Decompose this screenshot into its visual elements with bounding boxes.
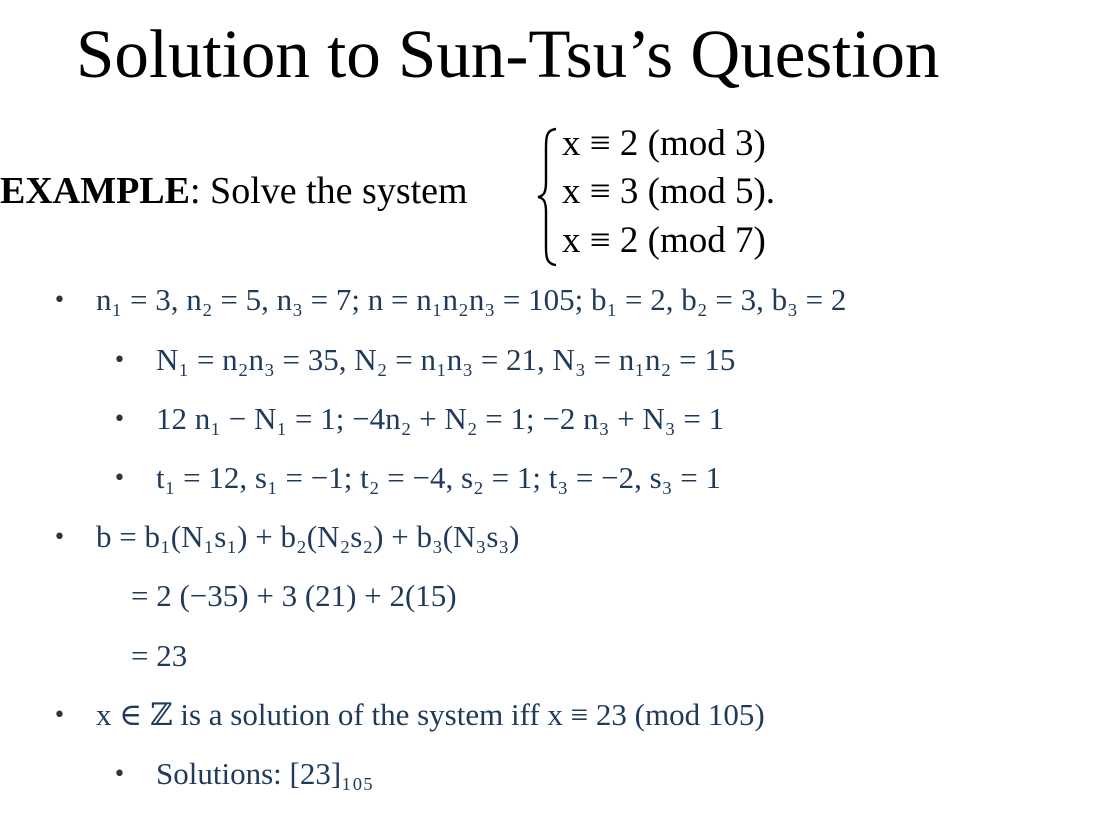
example-statement	[0, 168, 468, 214]
continuation-line-1: = 2 (−35) + 3 (21) + 2(15)	[131, 578, 457, 613]
bullet-line-2: N₁ = n₂n₃ = 35, N₂ = n₁n₃ = 21, N₃ = n₁n₂ = 15	[156, 342, 736, 377]
bullet-line-5: b = b₁(N₁s₁) + b₂(N₂s₂) + b₃(N₃s₃)	[96, 519, 520, 554]
bullet-line-4: t₁ = 12, s₁ = −1; t₂ = −4, s₂ = 1; t₃ = −2, s₃ = 1	[156, 460, 721, 495]
bullet-dot: •	[113, 348, 126, 373]
bullet-dot: •	[53, 703, 66, 728]
bullet-line-3: 12 n₁ − N₁ = 1; −4n₂ + N₂ = 1; −2 n₃ + N₃ = 1	[156, 401, 725, 436]
bullet-dot: •	[113, 407, 126, 432]
bullet-dot: •	[113, 762, 126, 787]
system-equation-3: x ≡ 2 (mod 7)	[562, 220, 766, 261]
bullet-line-7: Solutions: [23]₁₀₅	[156, 756, 374, 791]
example-label: EXAMPLE	[0, 170, 190, 212]
bullet-dot: •	[53, 288, 66, 313]
bullet-line-6: x ∈ ℤ is a solution of the system iff x ≡ 23 (mod 105)	[96, 697, 765, 732]
system-equation-1: x ≡ 2 (mod 3)	[562, 123, 766, 164]
slide-title: Solution to Sun-Tsu’s Question	[76, 16, 940, 92]
example-text: : Solve the system	[190, 170, 468, 212]
left-brace	[536, 126, 560, 268]
system-equation-2: x ≡ 3 (mod 5).	[562, 171, 776, 212]
bullet-dot: •	[53, 525, 66, 550]
bullet-dot: •	[113, 466, 126, 491]
bullet-line-1: n₁ = 3, n₂ = 5, n₃ = 7; n = n₁n₂n₃ = 105; b₁ = 2, b₂ = 3, b₃ = 2	[96, 282, 847, 317]
continuation-line-2: = 23	[131, 638, 188, 673]
